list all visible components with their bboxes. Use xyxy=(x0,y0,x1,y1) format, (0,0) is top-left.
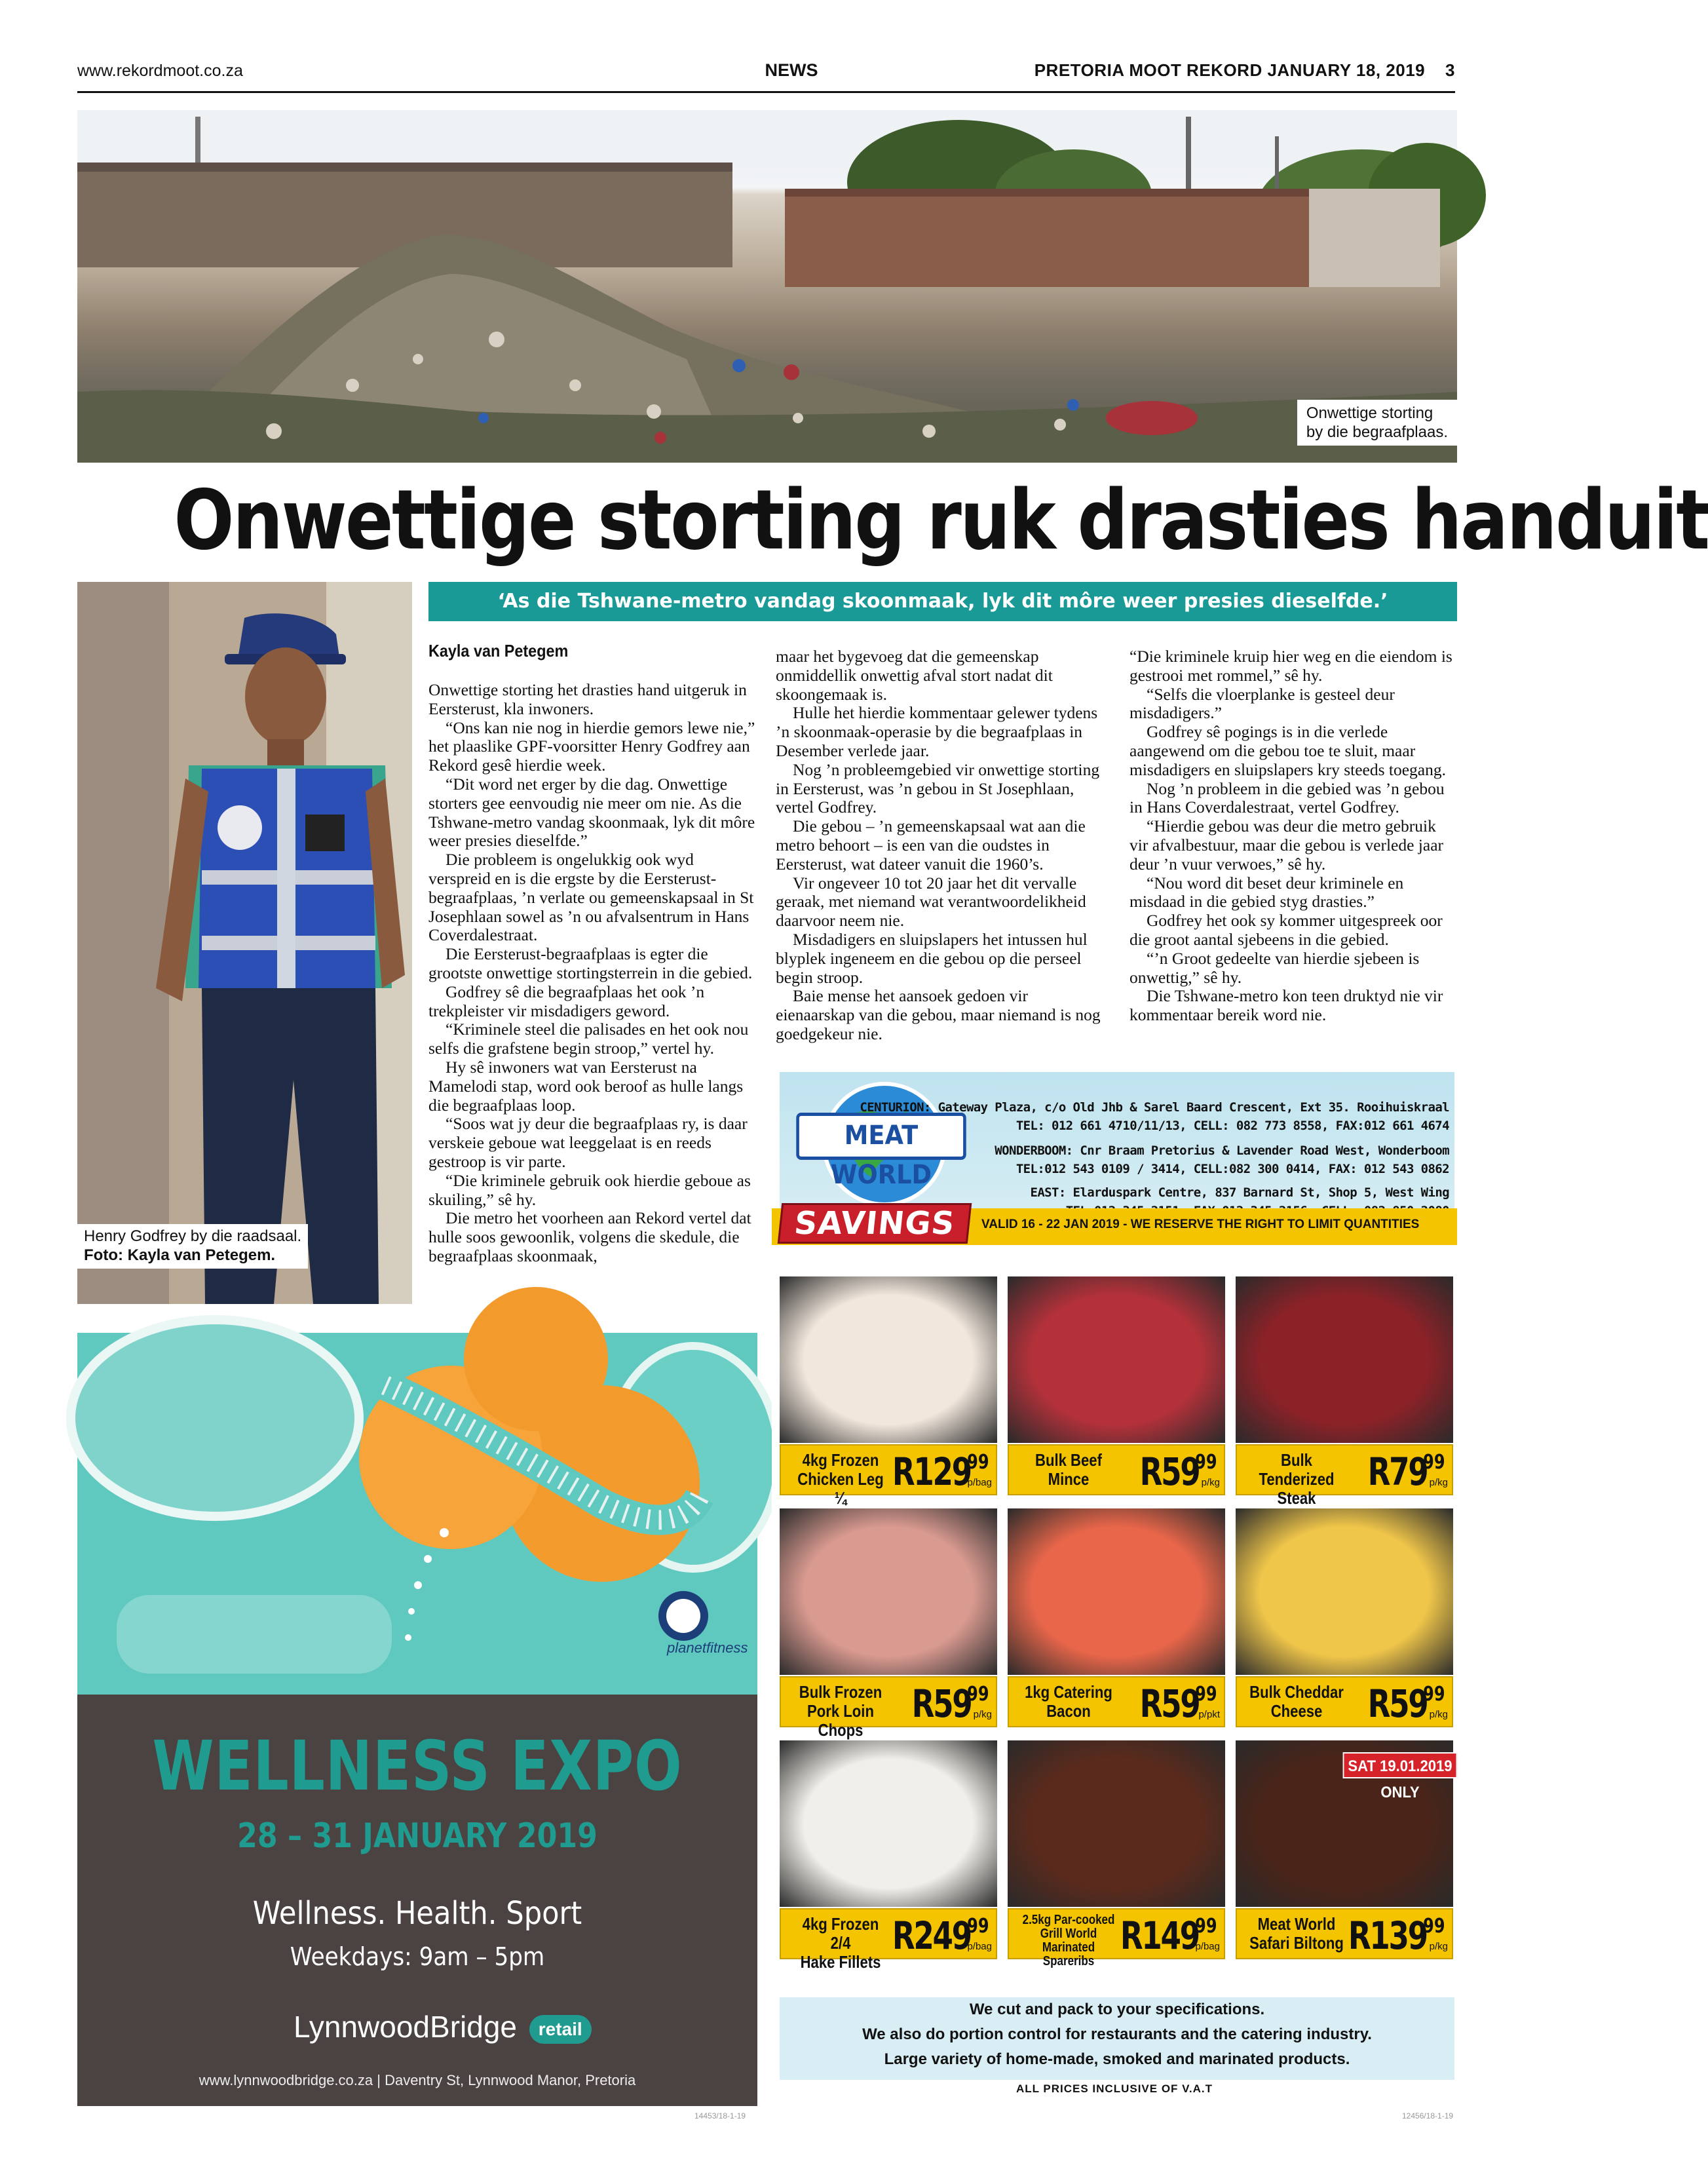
product-price: R249 xyxy=(892,1913,971,1958)
product-unit: p/pkt xyxy=(1198,1709,1220,1720)
validity-notice: VALID 16 - 22 JAN 2019 - WE RESERVE THE RIGHT TO LIMIT QUANTITIES xyxy=(981,1218,1420,1231)
article-column-3 xyxy=(1129,647,1457,1025)
product-name-line: Hake Fillets xyxy=(800,1952,881,1972)
product-price: R59 xyxy=(911,1681,971,1726)
meat-world-footer xyxy=(780,1997,1454,2080)
product-name xyxy=(1021,1451,1116,1489)
article-column-1 xyxy=(428,641,756,1266)
product-price: R59 xyxy=(1367,1681,1427,1726)
product-name xyxy=(1021,1913,1116,1968)
product-price: R59 xyxy=(1139,1681,1199,1726)
product-price: R129 xyxy=(892,1449,971,1494)
wellness-tagline: Wellness. Health. Sport xyxy=(252,1895,582,1932)
wellness-ad-photo xyxy=(77,1333,757,1695)
address-centurion: CENTURION: Gateway Plaza, c/o Old Jhb & Sarel Baard Crescent, Ext 35. Rooihuiskraal xyxy=(860,1100,1449,1115)
article-paragraph: “’n Groot gedeelte van hierdie sjebeen is onwettig,” sê hy. xyxy=(1129,948,1420,987)
wellness-ad-code: 14453/18-1-19 xyxy=(694,2111,746,2120)
article-paragraph: “Dit word net erger by die dag. Onwettige storters gee eenvoudig nie meer om nie. As die Tshwane-metro vandag skoonmaak, lyk dit môre weer presies dieselfde.” xyxy=(428,774,755,851)
address-wonderboom: WONDERBOOM: Cnr Braam Pretorius & Lavender Road West, Wonderboom xyxy=(995,1143,1449,1158)
vat-notice: ALL PRICES INCLUSIVE OF V.A.T xyxy=(1015,2082,1213,2095)
article-paragraph: “Die kriminele kruip hier weg en die eiendom is gestrooi met rommel,” sê hy. xyxy=(1129,647,1452,685)
wellness-footer[interactable]: www.lynnwoodbridge.co.za | Daventry St, Lynnwood Manor, Pretoria xyxy=(199,2072,636,2088)
portrait-caption xyxy=(77,1224,308,1269)
product-price: R79 xyxy=(1367,1449,1427,1494)
product-name-line: 4kg Frozen 2/4 xyxy=(802,1914,879,1953)
product-price-cents: 99 xyxy=(967,1915,989,1938)
portrait-photo-henry-godfrey xyxy=(77,582,412,1304)
section-label: NEWS xyxy=(765,60,818,80)
contact-wonderboom: TEL:012 543 0109 / 3414, CELL:082 300 0414, FAX: 012 543 0862 xyxy=(1015,1162,1449,1176)
lynnwood-bridge-logo xyxy=(294,2009,592,2044)
product-name xyxy=(1021,1683,1116,1721)
portrait-caption-line1: Henry Godfrey by die raadsaal. xyxy=(84,1227,302,1245)
product-unit: p/kg xyxy=(1201,1477,1220,1488)
article-paragraph: Die Eersterust-begraafplaas is egter die grootste onwettige stortingsterrein in die gebied. xyxy=(428,944,753,982)
hero-caption xyxy=(1297,400,1457,446)
product-name-line: Pork Loin Chops xyxy=(807,1701,874,1740)
product-name-line: Bulk Frozen xyxy=(799,1682,882,1702)
pull-quote-bar: ‘As die Tshwane-metro vandag skoonmaak, lyk dit môre weer presies dieselfde.’ xyxy=(428,582,1457,621)
product-name-line: Steak xyxy=(1277,1488,1316,1508)
product-name-line: Cheese xyxy=(1270,1701,1323,1721)
article-paragraph: Nog ’n probleemgebied vir onwettige storting in Eersterust, was ’n gebou in St Josephlaan, vertel Godfrey. xyxy=(776,759,1100,817)
product-price-tag[interactable] xyxy=(780,1444,997,1508)
product-price-tag[interactable] xyxy=(1236,1444,1453,1508)
hero-caption-line1: Onwettige storting xyxy=(1306,404,1433,422)
article-paragraph: Baie mense het aansoek gedoen vir eienaarskap van die gebou, maar niemand is nog goedgekeur nie. xyxy=(776,986,1101,1043)
product-price-cents: 99 xyxy=(1195,1915,1217,1938)
wellness-photo-drawing xyxy=(77,1333,757,1695)
article-paragraph: “Nou word dit beset deur kriminele en misdaad in die gebied styg drasties.” xyxy=(1129,873,1404,911)
product-name xyxy=(1249,1683,1344,1721)
article-column-2 xyxy=(776,647,1103,1044)
planet-fitness-logo: planetfitness xyxy=(667,1640,748,1656)
product-name-line: Marinated Spareribs xyxy=(1042,1940,1095,1968)
article-paragraph: Nog ’n probleem in die gebied was ’n gebou in Hans Coverdalestraat, vertel Godfrey. xyxy=(1129,778,1445,817)
product-price-tag[interactable] xyxy=(780,1676,997,1740)
article-paragraph: Onwettige storting het drasties hand uitgeruk in Eersterust, kla inwoners. xyxy=(428,680,747,718)
product-name-line: Mince xyxy=(1048,1469,1090,1489)
article-paragraph: Die probleem is ongelukkig ook wyd verspreid en is die ergste by die Eersterust-begraafplaas, ’n verlate ou gemeenskapsaal in St Josephlaan sowel as ’n ou afvalsentrum in Hans Coverdalestraat. xyxy=(428,850,754,945)
footer-line-2: We also do portion control for restaurants and the catering industry. xyxy=(862,2025,1372,2043)
product-name-line: 4kg Frozen xyxy=(802,1450,879,1470)
product-unit: p/kg xyxy=(1429,1941,1448,1952)
product-name-line: 1kg Catering xyxy=(1025,1682,1112,1702)
product-name-line: Chicken Leg ¼ xyxy=(797,1469,884,1508)
hero-caption-line2: by die begraafplaas. xyxy=(1306,423,1448,441)
product-name-line: Meat World xyxy=(1257,1914,1336,1934)
paper-name-date: PRETORIA MOOT REKORD JANUARY 18, 2019 xyxy=(1034,60,1426,80)
portrait-caption-line2: Foto: Kayla van Petegem. xyxy=(84,1246,276,1264)
article-paragraph: “Soos wat jy deur die begraafplaas ry, is daar verskeie geboue wat leeggelaat is en reeds gestroop is vir parte. xyxy=(428,1114,748,1171)
site-url[interactable]: www.rekordmoot.co.za xyxy=(77,62,243,80)
product-name-line: Bacon xyxy=(1046,1701,1091,1721)
meat-world-ad[interactable] xyxy=(772,1068,1457,2107)
product-name xyxy=(793,1683,888,1740)
product-name-line: 2.5kg Par-cooked xyxy=(1022,1913,1115,1927)
article-paragraph: Godfrey sê die begraafplaas het ook ’n trekpleister vir misdadigers geword. xyxy=(428,982,705,1020)
meat-world-logo: MEAT WORLD xyxy=(796,1113,966,1160)
product-name-line: Bulk Tenderized xyxy=(1259,1450,1335,1489)
product-price-tag[interactable] xyxy=(780,1908,997,1972)
product-price-tag[interactable] xyxy=(1236,1908,1453,1959)
product-price: R59 xyxy=(1139,1449,1199,1494)
wellness-title: WELLNESS EXPO xyxy=(152,1726,683,1806)
product-name xyxy=(793,1915,888,1972)
byline: Kayla van Petegem xyxy=(428,641,569,661)
product-photo xyxy=(1008,1508,1225,1675)
article-paragraph: maar het bygevoeg dat die gemeenskap onmiddellik onwettig afval stort nadat dit skoongemaak is. xyxy=(776,647,1053,704)
product-unit: p/bag xyxy=(967,1477,992,1488)
product-price-tag[interactable] xyxy=(1236,1676,1453,1727)
wellness-dates: 28 – 31 JANUARY 2019 xyxy=(237,1816,598,1856)
headline: Onwettige storting ruk drasties handuit xyxy=(174,472,1708,568)
page-number: 3 xyxy=(1445,60,1455,80)
product-price-tag[interactable] xyxy=(1008,1676,1225,1727)
article-paragraph: “Die kriminele gebruik ook hierdie geboue as skuiling,” sê hy. xyxy=(428,1170,751,1209)
product-photo xyxy=(1236,1508,1453,1675)
article-paragraph: Hy sê inwoners wat van Eersterust na Mamelodi stap, word ook beroof as hulle langs die begraafplaas loop. xyxy=(428,1057,744,1115)
article-paragraph: “Kriminele steel die palisades en het ook nou selfs die grafstene begin stroop,” vertel hy. xyxy=(428,1020,749,1058)
product-price-cents: 99 xyxy=(1195,1451,1217,1474)
retail-badge: retail xyxy=(529,2015,592,2044)
wellness-expo-ad[interactable] xyxy=(77,1333,757,2106)
footer-line-3: Large variety of home-made, smoked and marinated products. xyxy=(884,2050,1350,2068)
product-price-cents: 99 xyxy=(1423,1451,1445,1474)
product-price-cents: 99 xyxy=(967,1451,989,1474)
product-name xyxy=(1249,1915,1344,1953)
product-photo xyxy=(1008,1276,1225,1443)
product-price-tag[interactable] xyxy=(1008,1908,1225,1968)
article-paragraph: Die Tshwane-metro kon teen druktyd nie vir kommentaar bereik word nie. xyxy=(1129,986,1443,1025)
article-paragraph: Vir ongeveer 10 tot 20 jaar het dit vervalle geraak, met niemand wat verantwoordelikheid daarvoor neem nie. xyxy=(776,873,1086,930)
product-photo xyxy=(1008,1740,1225,1907)
product-name xyxy=(793,1451,888,1508)
page-header xyxy=(77,58,1455,93)
article-paragraph: “Hierdie gebou was deur die metro gebruik vir afvalbestuur, maar die gebou is verlede jaar deur ’n vuur verwoes,” sê hy. xyxy=(1129,816,1444,873)
product-price: R149 xyxy=(1120,1913,1199,1958)
article-paragraph: Godfrey het ook sy kommer uitgespreek oor die groot aantal sjebeens in die gebied. xyxy=(1129,911,1443,949)
product-unit: p/kg xyxy=(1429,1477,1448,1488)
article-paragraph: Misdadigers en sluipslapers het intussen hul blyplek ingeneem en die gebou op die perseel begin stroop. xyxy=(776,929,1088,987)
lynnwood-bridge-wordmark: LynnwoodBridge xyxy=(294,2010,517,2044)
footer-line-1: We cut and pack to your specifications. xyxy=(969,2001,1265,2018)
product-name-line: Bulk Cheddar xyxy=(1249,1682,1344,1702)
article-paragraph: Die metro het voorheen aan Rekord vertel dat hulle soos gewoonlik, volgens die skedule, die begraafplaas skoonmaak, xyxy=(428,1208,751,1265)
product-unit: p/kg xyxy=(1429,1709,1448,1720)
product-price: R139 xyxy=(1348,1913,1427,1958)
contact-centurion: TEL: 012 661 4710/11/13, CELL: 082 773 8558, FAX:012 661 4674 xyxy=(1015,1119,1449,1133)
wellness-hours: Weekdays: 9am – 5pm xyxy=(290,1942,545,1971)
article-paragraph: Hulle het hierdie kommentaar gelewer tydens ’n skoonmaak-operasie by die begraafplaas in Desember verlede jaar. xyxy=(776,703,1098,760)
product-price-cents: 99 xyxy=(1195,1683,1217,1706)
product-photo xyxy=(780,1276,997,1443)
product-price-cents: 99 xyxy=(1423,1683,1445,1706)
product-price-tag[interactable] xyxy=(1008,1444,1225,1495)
product-price-cents: 99 xyxy=(967,1683,989,1706)
product-name-line: Grill World xyxy=(1040,1927,1097,1941)
portrait-drawing xyxy=(77,582,412,1304)
article-paragraph: “Ons kan nie nog in hierdie gemors lewe nie,” het plaaslike GPF-voorsitter Henry Godfrey aan Rekord gesê hierdie week. xyxy=(428,718,755,775)
article-paragraph: Die gebou – ’n gemeenskapsaal wat aan die metro behoort – is een van die oudstes in Eersterust, wat dateer vanuit die 1960’s. xyxy=(776,816,1086,873)
product-photo xyxy=(780,1508,997,1675)
savings-badge: SAVINGS xyxy=(778,1203,972,1244)
product-name-line: Safari Biltong xyxy=(1249,1933,1344,1953)
meat-ad-code: 12456/18-1-19 xyxy=(1402,2111,1454,2120)
hero-photo-dumping-site xyxy=(77,110,1457,463)
product-unit: p/bag xyxy=(967,1941,992,1952)
article-paragraph: Godfrey sê pogings is in die verlede aangewend om die gebou toe te sluit, maar misdadigers en sluipslapers kry steeds toegang. xyxy=(1129,722,1446,779)
paper-dateline xyxy=(1034,60,1455,81)
product-unit: p/bag xyxy=(1195,1941,1220,1952)
article-paragraph: “Selfs die vloerplanke is gesteel deur misdadigers.” xyxy=(1129,684,1395,723)
saturday-only-badge: SAT 19.01.2019 ONLY xyxy=(1343,1752,1458,1778)
product-unit: p/kg xyxy=(973,1709,992,1720)
product-photo xyxy=(1236,1276,1453,1443)
address-east: EAST: Elarduspark Centre, 837 Barnard St, Shop 5, West Wing xyxy=(1030,1185,1449,1200)
product-name-line: Bulk Beef xyxy=(1035,1450,1102,1470)
product-price-cents: 99 xyxy=(1423,1915,1445,1938)
product-photo xyxy=(780,1740,997,1907)
product-name xyxy=(1249,1451,1344,1508)
hero-photo-drawing xyxy=(77,110,1457,463)
